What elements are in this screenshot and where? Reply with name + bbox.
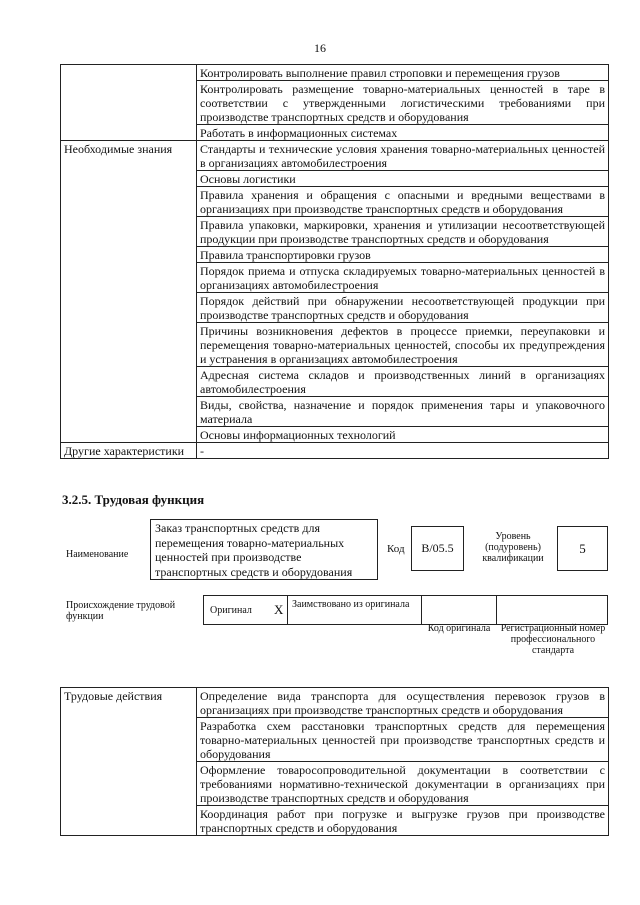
code-value: B/05.5 (411, 526, 464, 571)
level-value: 5 (557, 526, 608, 571)
actions-label: Трудовые действия (61, 688, 197, 836)
knowledge-table (60, 64, 609, 459)
knowledge-cell: Правила транспортировки грузов (197, 247, 609, 263)
knowledge-cell: Адресная система складов и производственных линий в организациях автомобилестроения (197, 367, 609, 397)
other-value: - (197, 443, 609, 459)
knowledge-cell: Правила хранения и обращения с опасными и вредными веществами в организациях при производстве транспортных средств и оборудования (197, 187, 609, 217)
skill-cell: Контролировать размещение товарно-материальных ценностей в таре в соответствии с утвержденными логистическими требованиями при производстве транспортных средств и оборудования (197, 81, 609, 125)
knowledge-cell: Виды, свойства, назначение и порядок применения тары и упаковочного материала (197, 397, 609, 427)
name-label: Наименование (66, 549, 129, 560)
other-label: Другие характеристики (61, 443, 197, 459)
action-cell: Разработка схем расстановки транспортных средств для перемещения товарно-материальных ценностей при производстве транспортных средств и оборудования (197, 718, 609, 762)
knowledge-cell: Стандарты и технические условия хранения товарно-материальных ценностей в организациях автомобилестроения (197, 141, 609, 171)
knowledge-cell: Основы логистики (197, 171, 609, 187)
section-heading: 3.2.5. Трудовая функция (62, 492, 205, 507)
knowledge-label: Необходимые знания (61, 141, 197, 443)
function-name: Заказ транспортных средств для перемещения товарно-материальных ценностей при производстве транспортных средств и оборудования (150, 519, 378, 580)
divider (496, 596, 497, 624)
actions-table (60, 687, 609, 836)
original-label: Оригинал (210, 605, 252, 616)
origin-label: Происхождение трудовой функции (66, 600, 176, 622)
knowledge-cell: Правила упаковки, маркировки, хранения и утилизации несоответствующей продукции при производстве транспортных средств и оборудования (197, 217, 609, 247)
table-row (61, 688, 609, 718)
borrowed-label: Заимствовано из оригинала (292, 599, 410, 610)
reg-number-label: Регистрационный номер профессионального стандарта (500, 623, 606, 656)
page-number: 16 (314, 41, 326, 55)
knowledge-cell: Порядок приема и отпуска складируемых товарно-материальных ценностей в организациях автомобилестроения (197, 263, 609, 293)
code-original-label: Код оригинала (427, 623, 491, 634)
empty-label-cell (61, 65, 197, 141)
skill-cell: Работать в информационных системах (197, 125, 609, 141)
action-cell: Оформление товаросопроводительной документации в соответствии с требованиями нормативно-технической документации в организациях при производстве транспортных средств и оборудования (197, 762, 609, 806)
action-cell: Координация работ при погрузке и выгрузке грузов при производстве транспортных средств и оборудования (197, 806, 609, 836)
knowledge-cell: Порядок действий при обнаружении несоответствующей продукции при производстве транспортных средств и оборудования (197, 293, 609, 323)
origin-box (203, 595, 608, 625)
table-row (61, 65, 609, 81)
original-mark: X (274, 602, 284, 617)
divider (287, 596, 288, 624)
table-row (61, 443, 609, 459)
knowledge-cell: Основы информационных технологий (197, 427, 609, 443)
knowledge-cell: Причины возникновения дефектов в процессе приемки, переупаковки и перемещения товарно-материальных ценностей, способы их предупреждения и устранения в организациях автомобилестроения (197, 323, 609, 367)
action-cell: Определение вида транспорта для осуществления перевозок грузов в организациях при производстве транспортных средств и оборудования (197, 688, 609, 718)
divider (421, 596, 422, 624)
table-row (61, 141, 609, 171)
skill-cell: Контролировать выполнение правил строповки и перемещения грузов (197, 65, 609, 81)
code-label: Код (387, 543, 405, 555)
level-label: Уровень (подуровень) квалификации (482, 531, 544, 564)
